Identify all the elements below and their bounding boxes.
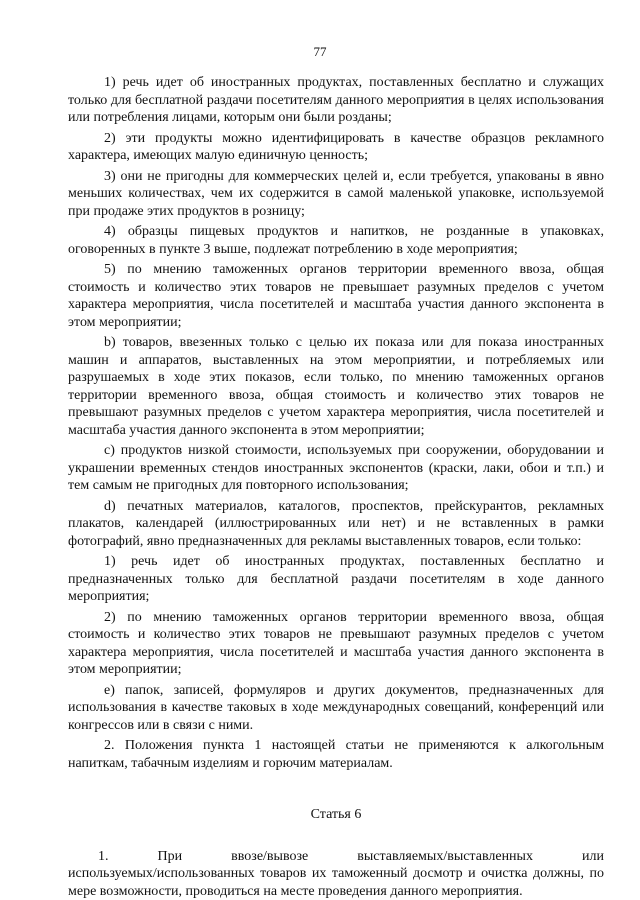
article-word-3: выставляемых/выставленных xyxy=(357,848,533,864)
paragraph-1-free-distribution: 1) речь идет об иностранных продуктах, поставленных бесплатно и служащих только для бесплатной раздачи посетителям данного мероприятия в целях использования или потребления лицами, которым они были розданы; xyxy=(68,75,604,125)
article-item-1-first-line xyxy=(68,848,604,866)
article-item-number: 1. xyxy=(98,848,109,864)
paragraph-5-customs-opinion: 5) по мнению таможенных органов территории временного ввоза, общая стоимость и количество этих товаров не превышает разумных пределов с учетом характера мероприятия, числа посетителей и масштаба участия данного экспонента в этом мероприятии; xyxy=(68,262,604,330)
paragraph-2-advertising-samples: 2) эти продукты можно идентифицировать в качестве образцов рекламного характера, имеющих малую единичную ценность; xyxy=(68,130,604,163)
document-body xyxy=(68,74,604,900)
paragraph-2-exclusions: 2. Положения пункта 1 настоящей статьи не применяются к алкогольным напиткам, табачным изделиям и горючим материалам. xyxy=(68,738,604,771)
paragraph-c-low-value-products: c) продуктов низкой стоимости, используемых при сооружении, оборудовании и украшении временных стендов иностранных экспонентов (краски, лаки, обои и т.п.) и тем самым не пригодных для повторного использования; xyxy=(68,443,604,493)
paragraph-b-demonstration-goods: b) товаров, ввезенных только с целью их показа или для показа иностранных машин и аппаратов, выставленных на этом мероприятии, и потребляемых или разрушаемых в ходе этих показов, если только, по мнению таможенных органов территории временного ввоза, общая стоимость и количество этих товаров не превышают разумных пределов с учетом характера мероприятия, числа посетителей и масштаба участия данного экспонента в этом мероприятии; xyxy=(68,335,604,438)
page-number: 77 xyxy=(313,44,327,59)
paragraph-e-documents: e) папок, записей, формуляров и других документов, предназначенных для использования в качестве таковых в ходе международных совещаний, конференций или конгрессов или в связи с ними. xyxy=(68,682,604,733)
article-word-2: ввозе/вывозе xyxy=(231,848,309,864)
article-word-1: При xyxy=(157,848,183,864)
paragraph-d2-customs-opinion: 2) по мнению таможенных органов территории временного ввоза, общая стоимость и количество этих товаров не превышают разумных пределов с учетом характера мероприятия, числа посетителей и масштаба участия данного экспонента в этом мероприятии; xyxy=(68,609,604,677)
article-item-1-continuation: используемых/использованных товаров их таможенный досмотр и очистка должны, по мере возможности, проводиться на месте проведения данного мероприятия. xyxy=(68,866,604,899)
article-word-4: или xyxy=(582,848,604,864)
paragraph-d1-free-products: 1) речь идет об иностранных продуктах, поставленных бесплатно и предназначенных только для бесплатной раздачи посетителям в ходе данного мероприятия; xyxy=(68,554,604,604)
paragraph-d-printed-materials: d) печатных материалов, каталогов, проспектов, прейскурантов, рекламных плакатов, календарей (иллюстрированных или нет) и не вставленных в рамки фотографий, явно предназначенных для рекламы выставленных товаров, если только: xyxy=(68,498,604,549)
article-heading: Статья 6 xyxy=(310,807,362,822)
paragraph-4-food-samples: 4) образцы пищевых продуктов и напитков, не розданные в упаковках, оговоренных в пункте 3 выше, подлежат потреблению в ходе мероприятия; xyxy=(68,224,604,257)
paragraph-3-not-commercial: 3) они не пригодны для коммерческих целей и, если требуется, упакованы в явно меньших количествах, чем их содержится в самой маленькой упаковке, используемой при продаже этих продуктов в розницу; xyxy=(68,168,604,219)
